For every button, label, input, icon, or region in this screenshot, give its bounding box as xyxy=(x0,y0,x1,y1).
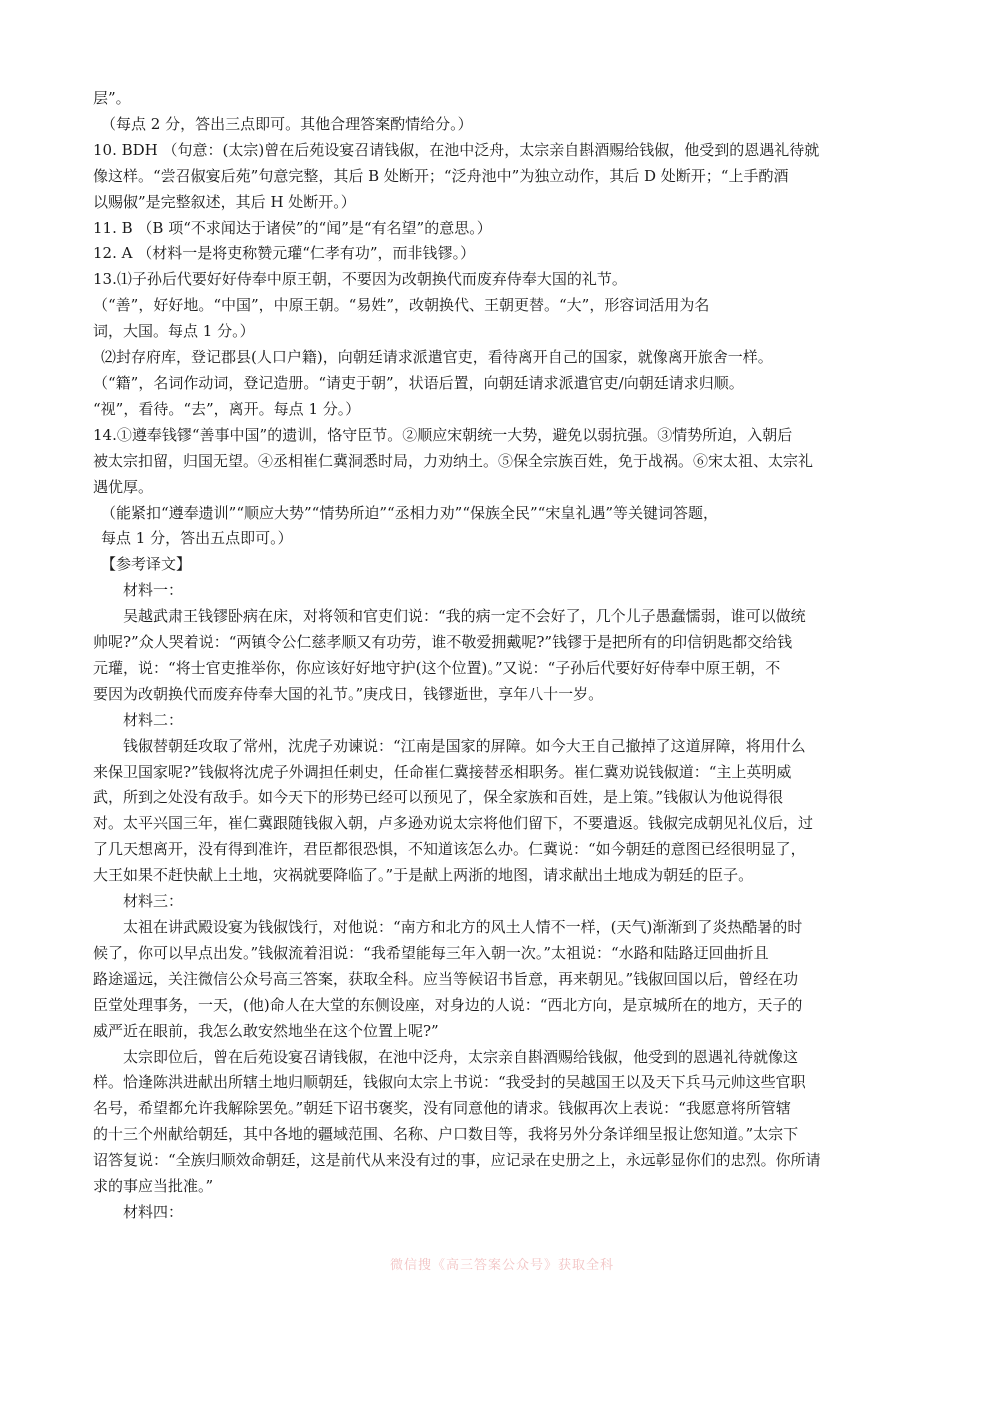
text-line: 臣堂处理事务，一天，(他)命人在大堂的东侧设座，对身边的人说：“西北方向，是京城所在的地方，天子的 xyxy=(93,995,803,1014)
text-line: 候了，你可以早点出发。”钱俶流着泪说：“我希望能每三年入朝一次。”太祖说：“水路和陆路迂回曲折且 xyxy=(93,943,769,962)
text-line: 13.⑴子孙后代要好好侍奉中原王朝，不要因为改朝换代而废弃侍奉大国的礼节。 xyxy=(93,270,627,289)
material-heading: 材料一： xyxy=(123,581,184,600)
text-line: 的十三个州献给朝廷，其中各地的疆域范围、名称、户口数目等，我将另外分条详细呈报让您知道。”太宗下 xyxy=(93,1125,799,1144)
material-heading: 材料四： xyxy=(123,1202,184,1221)
material-heading: 材料三： xyxy=(123,892,184,911)
text-line: 12. A （材料一是将吏称赞元瓘“仁孝有功”，而非钱镠。） xyxy=(93,244,476,263)
text-line: 元瓘，说：“将士官吏推举你，你应该好好地守护(这个位置)。”又说：“子孙后代要好好侍奉中原王朝，不 xyxy=(93,658,781,677)
text-line: 对。太平兴国三年，崔仁冀跟随钱俶入朝，卢多逊劝说太宗将他们留下，不要遣返。钱俶完成朝见礼仪后，过 xyxy=(93,814,814,833)
text-line: 来保卫国家呢?”钱俶将沈虎子外调担任刺史，任命崔仁冀接替丞相职务。崔仁冀劝说钱俶道：“主上英明威 xyxy=(93,762,792,781)
watermark: 微信搜《高三答案公众号》获取全科 xyxy=(390,1258,615,1273)
text-line: 武，所到之处没有敌手。如今天下的形势已经可以预见了，保全家族和百姓，是上策。”钱俶认为他说得很 xyxy=(93,788,784,807)
text-line: 被太宗扣留，归国无望。④丞相崔仁冀洞悉时局，力劝纳土。⑤保全宗族百姓，免于战祸。⑥宋太祖、太宗礼 xyxy=(93,451,814,470)
text-line: 11. B （B 项“不求闻达于诸侯”的“闻”是“有名望”的意思。） xyxy=(93,218,492,237)
text-line: ⑵封存府库，登记郡县(人口户籍)，向朝廷请求派遣官吏，看待离开自己的国家，就像离开旅舍一样。 xyxy=(101,348,773,367)
text-line: 词，大国。每点 1 分。） xyxy=(93,322,255,341)
text-line: （能紧扣“遵奉遗训”“顺应大势”“情势所迫”“丞相力劝”“保族全民”“宋皇礼遇”等关键词答题， xyxy=(101,503,719,522)
text-line: 以赐俶”是完整叙述，其后 H 处断开。） xyxy=(93,192,356,211)
text-line: 14.①遵奉钱镠“善事中国”的遗训，恪守臣节。②顺应宋朝统一大势，避免以弱抗强。③情势所迫，入朝后 xyxy=(93,425,793,444)
text-line: 遇优厚。 xyxy=(93,477,154,496)
text-line: 要因为改朝换代而废弃侍奉大国的礼节。”庚戌日，钱镠逝世，享年八十一岁。 xyxy=(93,684,604,703)
text-line: 吴越武肃王钱镠卧病在床，对将领和官吏们说：“我的病一定不会好了，几个儿子愚蠢懦弱，谁可以做统 xyxy=(123,607,806,626)
text-line: 大王如果不赶快献上土地，灾祸就要降临了。”于是献上两浙的地图，请求献出土地成为朝廷的臣子。 xyxy=(93,866,754,885)
text-line: 路途遥远，关注微信公众号高三答案，获取全科。应当等候诏书旨意，再来朝见。”钱俶回国以后，曾经在功 xyxy=(93,969,799,988)
text-line: 威严近在眼前，我怎么敢安然地坐在这个位置上呢?” xyxy=(93,1021,439,1040)
text-line: 样。恰逢陈洪进献出所辖土地归顺朝廷，钱俶向太宗上书说：“我受封的吴越国王以及天下兵马元帅这些官职 xyxy=(93,1073,806,1092)
text-line: 名号，希望都允许我解除罢免。”朝廷下诏书褒奖，没有同意他的请求。钱俶再次上表说：“我愿意将所管辖 xyxy=(93,1099,791,1118)
text-line: （“善”，好好地。“中国”，中原王朝。“易姓”，改朝换代、王朝更替。“大”，形容词活用为名 xyxy=(93,296,710,315)
text-line: 层”。 xyxy=(93,89,131,107)
text-line: 诏答复说：“全族归顺效命朝廷，这是前代从来没有过的事，应记录在史册之上，永远彰显你们的忠烈。你所请 xyxy=(93,1151,821,1170)
text-line: 了几天想离开，没有得到准许，君臣都很恐惧，不知道该怎么办。仁冀说：“如今朝廷的意图已经很明显了， xyxy=(93,840,806,859)
text-line: “视”，看待。“去”，离开。每点 1 分。） xyxy=(93,399,361,418)
text-line: 帅呢?”众人哭着说：“两镇令公仁慈孝顺又有功劳，谁不敬爱拥戴呢?”钱镠于是把所有的印信钥匙都交给钱 xyxy=(93,633,793,652)
text-line: 10. BDH （句意：(太宗)曾在后苑设宴召请钱俶，在池中泛舟，太宗亲自斟酒赐给钱俶，他受到的恩遇礼待就 xyxy=(93,140,820,159)
text-line: 钱俶替朝廷攻取了常州，沈虎子劝谏说：“江南是国家的屏障。如今大王自己撤掉了这道屏障，将用什么 xyxy=(123,736,806,755)
document-page xyxy=(93,86,893,1226)
text-line: 太祖在讲武殿设宴为钱俶饯行，对他说：“南方和北方的风土人情不一样，(天气)渐渐到了炎热酷暑的时 xyxy=(123,918,803,936)
text-line: 太宗即位后，曾在后苑设宴召请钱俶，在池中泛舟，太宗亲自斟酒赐给钱俶，他受到的恩遇礼待就像这 xyxy=(123,1047,799,1066)
text-line: 每点 1 分，答出五点即可。） xyxy=(101,529,293,548)
text-line: （“籍”，名词作动词，登记造册。“请吏于朝”，状语后置，向朝廷请求派遣官吏/向朝廷请求归顺。 xyxy=(93,373,744,392)
text-line: 求的事应当批准。” xyxy=(93,1177,214,1196)
text-line: （每点 2 分，答出三点即可。其他合理答案酌情给分。） xyxy=(101,114,473,133)
section-heading: 【参考译文】 xyxy=(101,555,192,574)
material-heading: 材料二： xyxy=(123,710,184,729)
text-line: 像这样。“尝召俶宴后苑”句意完整，其后 B 处断开；“泛舟池中”为独立动作，其后 D 处断开；“上手酌酒 xyxy=(93,166,789,185)
